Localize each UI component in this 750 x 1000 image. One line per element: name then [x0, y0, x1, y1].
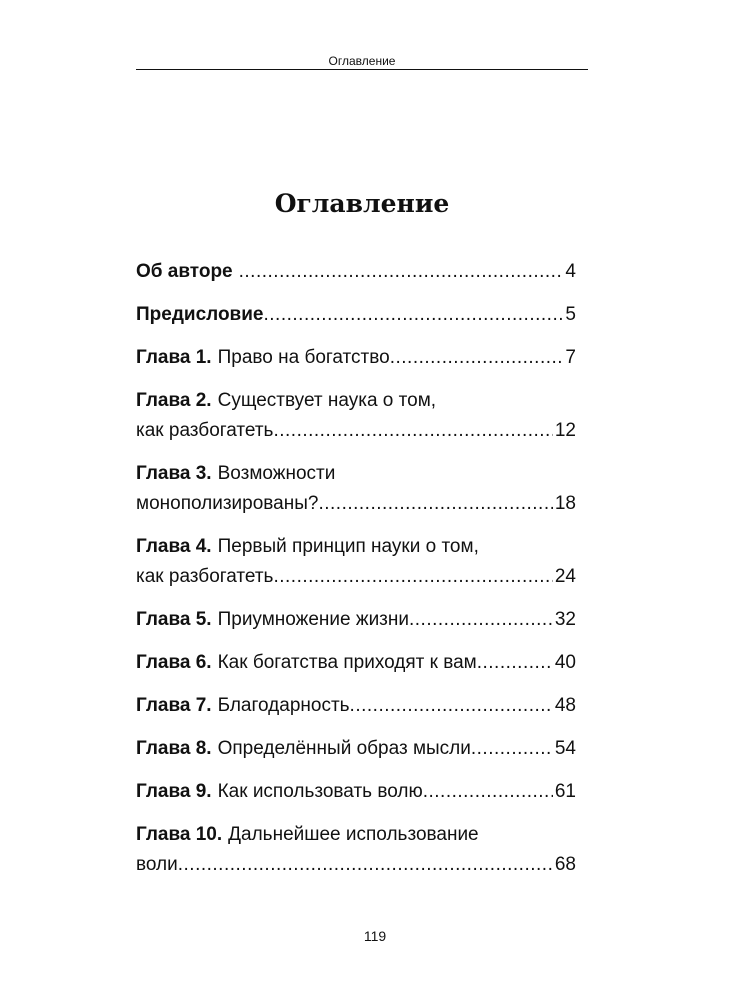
- dot-leader: [318, 489, 552, 519]
- toc-entry-chapter-10[interactable]: [136, 820, 576, 880]
- chapter-title: Существует наука о том,: [217, 390, 437, 411]
- chapter-title: Благодарность: [217, 695, 350, 716]
- chapter-number: Глава 6.: [136, 652, 212, 673]
- chapter-title-continued: монополизированы?: [136, 493, 319, 514]
- chapter-title-continued: как разбогатеть: [136, 420, 274, 441]
- dot-leader: [471, 734, 553, 764]
- chapter-title: Возможности: [217, 463, 336, 484]
- chapter-number: Глава 9.: [136, 781, 212, 802]
- chapter-number: Глава 3.: [136, 463, 212, 484]
- dot-leader: [409, 605, 553, 635]
- chapter-number: Глава 2.: [136, 390, 212, 411]
- dot-leader: [273, 562, 552, 592]
- toc-page-number: 48: [554, 695, 576, 716]
- toc-page-number: 12: [554, 420, 576, 441]
- chapter-title-continued: как разбогатеть: [136, 566, 274, 587]
- dot-leader: [264, 300, 564, 330]
- dot-leader: [178, 850, 553, 880]
- table-of-contents: [136, 257, 576, 880]
- toc-page-number: 5: [565, 304, 576, 325]
- dot-leader: [423, 777, 553, 807]
- toc-entry-chapter-5[interactable]: [136, 605, 576, 635]
- chapter-number: Глава 4.: [136, 536, 212, 557]
- toc-entry-title: Об авторе: [136, 261, 233, 282]
- dot-leader: [477, 648, 553, 678]
- chapter-title: Дальнейшее использование: [228, 824, 479, 845]
- chapter-number: Глава 8.: [136, 738, 212, 759]
- dot-leader: [239, 257, 564, 287]
- chapter-title: Как богатства приходят к вам: [217, 652, 477, 673]
- chapter-number: Глава 10.: [136, 824, 223, 845]
- toc-entry-chapter-7[interactable]: [136, 691, 576, 721]
- toc-entry-preface[interactable]: [136, 300, 576, 330]
- toc-entry-chapter-8[interactable]: [136, 734, 576, 764]
- toc-page-number: 4: [565, 261, 576, 282]
- toc-page-number: 7: [565, 347, 576, 368]
- toc-entry-about-author[interactable]: [136, 257, 576, 287]
- toc-entry-chapter-3[interactable]: [136, 459, 576, 519]
- page-title: Оглавление: [274, 189, 450, 218]
- toc-entry-chapter-6[interactable]: [136, 648, 576, 678]
- toc-page-number: 18: [554, 493, 576, 514]
- header-rule: [136, 69, 588, 70]
- chapter-title: Определённый образ мысли: [217, 738, 471, 759]
- toc-entry-chapter-2[interactable]: [136, 386, 576, 446]
- chapter-number: Глава 1.: [136, 347, 212, 368]
- chapter-title: Первый принцип науки о том,: [217, 536, 479, 557]
- chapter-title-continued: воли: [136, 854, 178, 875]
- toc-entry-chapter-4[interactable]: [136, 532, 576, 592]
- chapter-title: Право на богатство: [217, 347, 390, 368]
- toc-page-number: 40: [554, 652, 576, 673]
- chapter-title: Как использовать волю: [217, 781, 423, 802]
- page-number: 119: [363, 928, 387, 944]
- toc-page-number: 68: [554, 854, 576, 875]
- chapter-number: Глава 5.: [136, 609, 212, 630]
- dot-leader: [273, 416, 552, 446]
- running-head: Оглавление: [328, 54, 396, 68]
- dot-leader: [350, 691, 553, 721]
- chapter-number: Глава 7.: [136, 695, 212, 716]
- toc-entry-chapter-1[interactable]: [136, 343, 576, 373]
- toc-page-number: 24: [554, 566, 576, 587]
- chapter-title: Приумножение жизни: [217, 609, 409, 630]
- toc-page-number: 32: [554, 609, 576, 630]
- toc-page-number: 54: [554, 738, 576, 759]
- toc-entry-title: Предисловие: [136, 304, 264, 325]
- dot-leader: [390, 343, 564, 373]
- toc-page-number: 61: [554, 781, 576, 802]
- toc-entry-chapter-9[interactable]: [136, 777, 576, 807]
